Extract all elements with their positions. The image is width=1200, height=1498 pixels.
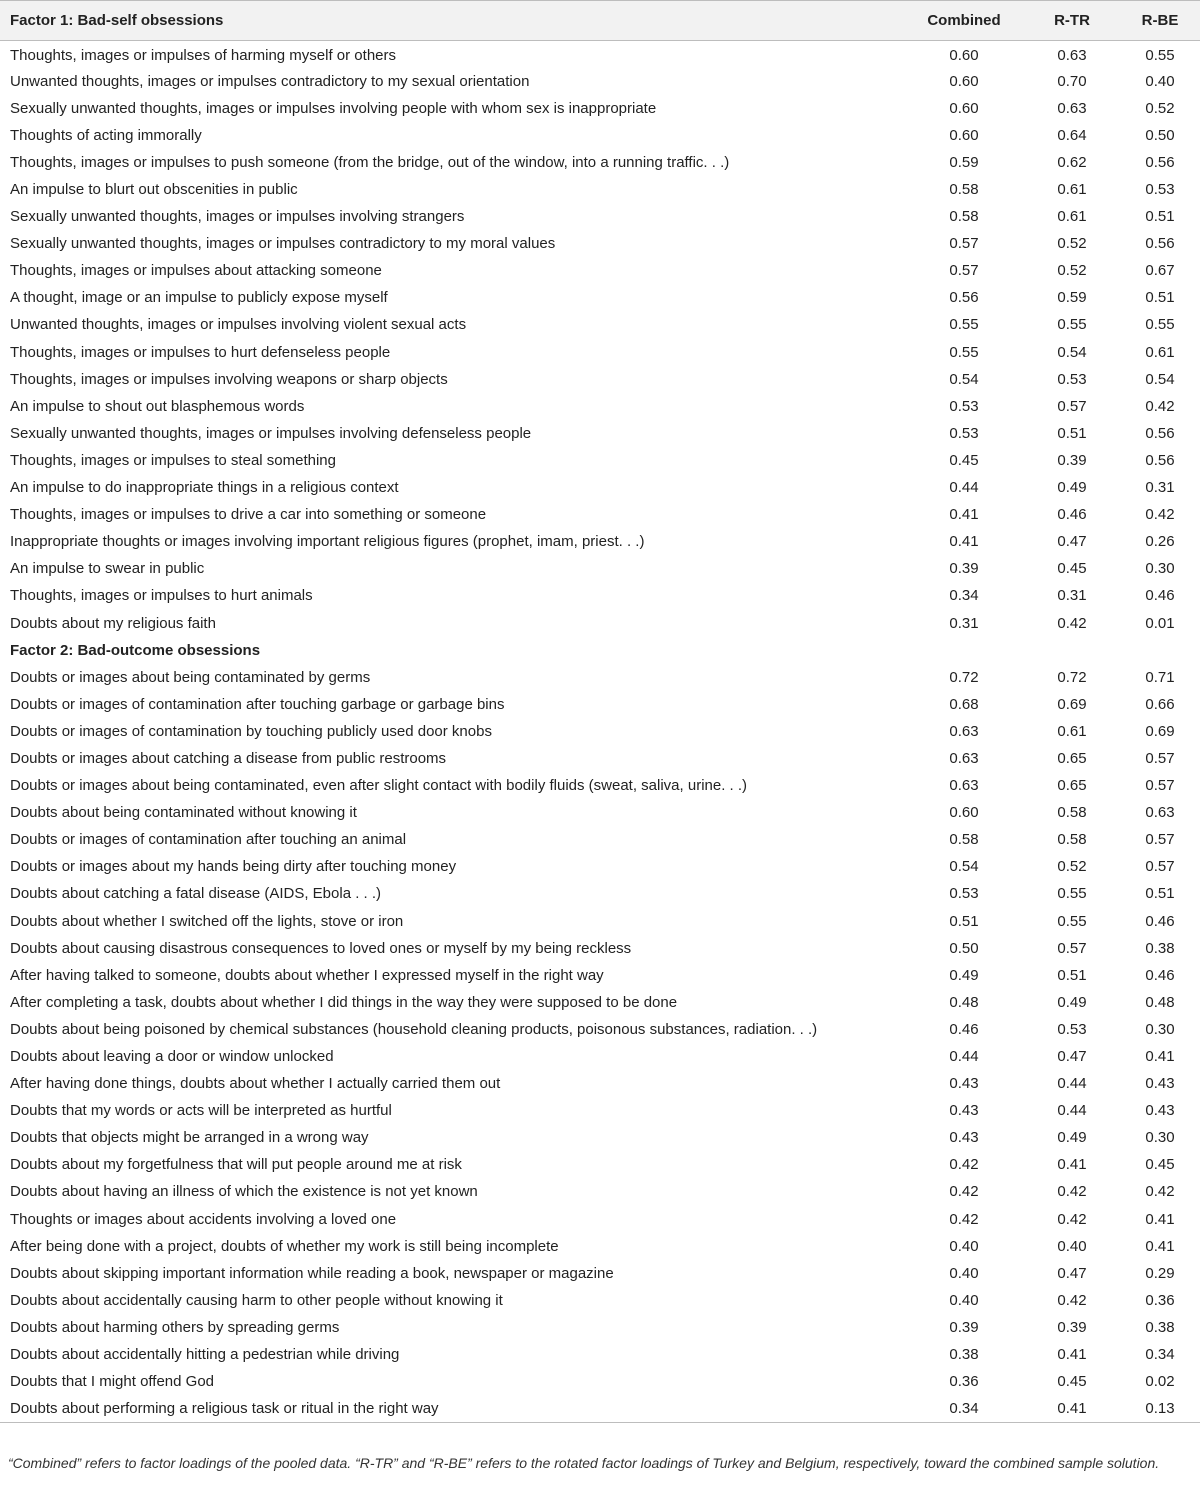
combined-value: 0.57 <box>949 235 979 253</box>
rtr-value: 0.53 <box>1057 370 1087 388</box>
rtr-value: 0.41 <box>1057 1346 1087 1364</box>
item-cell: Doubts or images about being contaminated by germs <box>10 668 371 686</box>
rbe-value: 0.54 <box>1145 370 1175 388</box>
rbe-value: 0.41 <box>1145 1210 1175 1228</box>
table-row <box>0 664 1200 691</box>
combined-value: 0.58 <box>949 831 979 849</box>
item-cell: Doubts or images of contamination by touching publicly used door knobs <box>10 722 492 740</box>
item-cell: Thoughts of acting immorally <box>10 126 202 144</box>
item-cell: Doubts about accidentally causing harm to other people without knowing it <box>10 1291 503 1309</box>
combined-value: 0.34 <box>949 1399 979 1417</box>
combined-value: 0.45 <box>949 451 979 469</box>
table-row <box>0 257 1200 284</box>
rbe-value: 0.30 <box>1145 1020 1175 1038</box>
table-row <box>0 1070 1200 1097</box>
combined-value: 0.48 <box>949 993 979 1011</box>
rbe-value: 0.52 <box>1145 99 1175 117</box>
rbe-value: 0.69 <box>1145 722 1175 740</box>
rbe-value: 0.57 <box>1145 858 1175 876</box>
rtr-value: 0.42 <box>1057 1291 1087 1309</box>
rbe-value: 0.02 <box>1145 1373 1175 1391</box>
rtr-value: 0.55 <box>1057 912 1087 930</box>
table-row <box>0 203 1200 230</box>
table-row <box>0 176 1200 203</box>
table-row <box>0 935 1200 962</box>
combined-value: 0.54 <box>949 858 979 876</box>
rtr-value: 0.59 <box>1057 289 1087 307</box>
rbe-value: 0.29 <box>1145 1264 1175 1282</box>
item-cell: An impulse to do inappropriate things in a religious context <box>10 479 399 497</box>
table-row <box>0 1151 1200 1178</box>
item-cell: Thoughts or images about accidents involving a loved one <box>10 1210 397 1228</box>
rbe-value: 0.48 <box>1145 993 1175 1011</box>
rbe-value: 0.41 <box>1145 1237 1175 1255</box>
rtr-value: 0.65 <box>1057 749 1087 767</box>
table-row <box>0 691 1200 718</box>
combined-value: 0.63 <box>949 777 979 795</box>
table-row <box>0 284 1200 311</box>
rtr-value: 0.65 <box>1057 777 1087 795</box>
combined-value: 0.39 <box>949 1318 979 1336</box>
item-cell: An impulse to shout out blasphemous words <box>10 397 305 415</box>
table-row <box>0 1178 1200 1205</box>
table-row <box>0 339 1200 366</box>
item-cell: Thoughts, images or impulses of harming myself or others <box>10 46 396 64</box>
rtr-value: 0.52 <box>1057 858 1087 876</box>
table-row <box>0 853 1200 880</box>
table-row <box>0 826 1200 853</box>
table-row <box>0 230 1200 257</box>
combined-value: 0.46 <box>949 1020 979 1038</box>
table-row <box>0 1260 1200 1287</box>
rbe-value: 0.26 <box>1145 533 1175 551</box>
combined-value: 0.38 <box>949 1346 979 1364</box>
rbe-value: 0.63 <box>1145 804 1175 822</box>
table-row <box>0 609 1200 636</box>
rtr-value: 0.55 <box>1057 885 1087 903</box>
table-row <box>0 745 1200 772</box>
rtr-value: 0.52 <box>1057 262 1087 280</box>
rtr-value: 0.42 <box>1057 1210 1087 1228</box>
rtr-value: 0.70 <box>1057 72 1087 90</box>
rbe-value: 0.57 <box>1145 749 1175 767</box>
table-row <box>0 474 1200 501</box>
rtr-value: 0.31 <box>1057 587 1087 605</box>
combined-value: 0.57 <box>949 262 979 280</box>
combined-value: 0.34 <box>949 587 979 605</box>
rtr-value: 0.51 <box>1057 966 1087 984</box>
rbe-value: 0.42 <box>1145 1183 1175 1201</box>
rbe-value: 0.51 <box>1145 885 1175 903</box>
rtr-value: 0.52 <box>1057 235 1087 253</box>
combined-value: 0.49 <box>949 966 979 984</box>
combined-value: 0.44 <box>949 1048 979 1066</box>
table-row <box>0 880 1200 907</box>
rbe-value: 0.61 <box>1145 343 1175 361</box>
item-cell: An impulse to swear in public <box>10 560 205 578</box>
combined-value: 0.58 <box>949 181 979 199</box>
combined-value: 0.43 <box>949 1129 979 1147</box>
rtr-value: 0.69 <box>1057 695 1087 713</box>
table-row <box>0 95 1200 122</box>
rbe-value: 0.55 <box>1145 316 1175 334</box>
item-cell: Doubts about whether I switched off the lights, stove or iron <box>10 912 404 930</box>
rtr-value: 0.61 <box>1057 208 1087 226</box>
rtr-value: 0.51 <box>1057 424 1087 442</box>
combined-value: 0.40 <box>949 1237 979 1255</box>
item-cell: Inappropriate thoughts or images involving important religious figures (prophet, imam, priest. . .) <box>10 533 645 551</box>
item-cell: Doubts about leaving a door or window unlocked <box>10 1048 334 1066</box>
combined-value: 0.60 <box>949 99 979 117</box>
combined-value: 0.56 <box>949 289 979 307</box>
rtr-value: 0.49 <box>1057 1129 1087 1147</box>
item-cell: After having done things, doubts about whether I actually carried them out <box>10 1075 501 1093</box>
item-cell: Sexually unwanted thoughts, images or impulses involving defenseless people <box>10 424 532 442</box>
item-cell: Doubts or images about being contaminated, even after slight contact with bodily fluids (sweat, saliva, urine. . .) <box>10 777 748 795</box>
rbe-value: 0.38 <box>1145 939 1175 957</box>
table-row <box>0 555 1200 582</box>
factor2-title-row <box>0 637 1200 664</box>
table-body <box>0 41 1200 1423</box>
rtr-value: 0.62 <box>1057 153 1087 171</box>
table-row <box>0 1314 1200 1341</box>
table-footnote: “Combined” refers to factor loadings of the pooled data. “R-TR” and “R-BE” refers to the rotated factor loadings of Turkey and Belgium, respectively, toward the combined sample solution. <box>8 1455 1160 1471</box>
combined-value: 0.36 <box>949 1373 979 1391</box>
item-cell: Doubts about harming others by spreading germs <box>10 1318 340 1336</box>
item-cell: Doubts about catching a fatal disease (AIDS, Ebola . . .) <box>10 885 382 903</box>
combined-value: 0.43 <box>949 1102 979 1120</box>
item-cell: Doubts about causing disastrous consequences to loved ones or myself by my being reckless <box>10 939 632 957</box>
rtr-value: 0.63 <box>1057 46 1087 64</box>
combined-value: 0.60 <box>949 126 979 144</box>
rbe-value: 0.46 <box>1145 587 1175 605</box>
combined-value: 0.40 <box>949 1291 979 1309</box>
item-cell: Thoughts, images or impulses about attacking someone <box>10 262 382 280</box>
rbe-value: 0.46 <box>1145 912 1175 930</box>
item-cell: Doubts about being poisoned by chemical substances (household cleaning products, poisonous substances, radiation. . .) <box>10 1020 818 1038</box>
table-row <box>0 1043 1200 1070</box>
table-header <box>0 1 1200 41</box>
rbe-value: 0.56 <box>1145 424 1175 442</box>
rbe-value: 0.56 <box>1145 451 1175 469</box>
combined-value: 0.44 <box>949 479 979 497</box>
rtr-value: 0.61 <box>1057 181 1087 199</box>
item-cell: Doubts that objects might be arranged in a wrong way <box>10 1129 369 1147</box>
rbe-value: 0.01 <box>1145 614 1175 632</box>
table-row <box>0 420 1200 447</box>
item-cell: After being done with a project, doubts of whether my work is still being incomplete <box>10 1237 559 1255</box>
rtr-value: 0.49 <box>1057 479 1087 497</box>
table-row <box>0 582 1200 609</box>
rbe-value: 0.71 <box>1145 668 1175 686</box>
rtr-value: 0.61 <box>1057 722 1087 740</box>
rtr-value: 0.58 <box>1057 831 1087 849</box>
rtr-value: 0.44 <box>1057 1075 1087 1093</box>
rtr-value: 0.46 <box>1057 506 1087 524</box>
rtr-value: 0.39 <box>1057 451 1087 469</box>
header-factor1: Factor 1: Bad-self obsessions <box>10 12 224 29</box>
rtr-value: 0.54 <box>1057 343 1087 361</box>
item-cell: After having talked to someone, doubts about whether I expressed myself in the right way <box>10 966 604 984</box>
table-row <box>0 1341 1200 1368</box>
item-cell: Doubts that my words or acts will be interpreted as hurtful <box>10 1102 392 1120</box>
item-cell: Sexually unwanted thoughts, images or impulses contradictory to my moral values <box>10 235 556 253</box>
rbe-value: 0.43 <box>1145 1102 1175 1120</box>
item-cell: Doubts about performing a religious task or ritual in the right way <box>10 1399 439 1417</box>
rtr-value: 0.45 <box>1057 1373 1087 1391</box>
rtr-value: 0.47 <box>1057 533 1087 551</box>
rtr-value: 0.39 <box>1057 1318 1087 1336</box>
item-cell: Doubts about accidentally hitting a pedestrian while driving <box>10 1346 400 1364</box>
item-cell: Doubts about having an illness of which the existence is not yet known <box>10 1183 478 1201</box>
table-row <box>0 122 1200 149</box>
item-cell: Doubts or images of contamination after touching an animal <box>10 831 407 849</box>
combined-value: 0.63 <box>949 749 979 767</box>
item-cell: Sexually unwanted thoughts, images or impulses involving people with whom sex is inappropriate <box>10 99 657 117</box>
combined-value: 0.60 <box>949 72 979 90</box>
table-row <box>0 68 1200 95</box>
item-cell: After completing a task, doubts about whether I did things in the way they were supposed to be done <box>10 993 678 1011</box>
item-cell: Doubts that I might offend God <box>10 1373 215 1391</box>
rbe-value: 0.51 <box>1145 289 1175 307</box>
rbe-value: 0.40 <box>1145 72 1175 90</box>
item-cell: Doubts or images of contamination after touching garbage or garbage bins <box>10 695 505 713</box>
combined-value: 0.40 <box>949 1264 979 1282</box>
table-row <box>0 501 1200 528</box>
rbe-value: 0.42 <box>1145 397 1175 415</box>
rtr-value: 0.53 <box>1057 1020 1087 1038</box>
combined-value: 0.59 <box>949 153 979 171</box>
rtr-value: 0.63 <box>1057 99 1087 117</box>
item-cell: An impulse to blurt out obscenities in public <box>10 181 298 199</box>
rbe-value: 0.13 <box>1145 1399 1175 1417</box>
table-row <box>0 1368 1200 1395</box>
table-row <box>0 528 1200 555</box>
item-cell: Thoughts, images or impulses to steal something <box>10 451 336 469</box>
item-cell: Thoughts, images or impulses to push someone (from the bridge, out of the window, into a running traffic. . .) <box>10 153 730 171</box>
combined-value: 0.58 <box>949 208 979 226</box>
item-cell: Unwanted thoughts, images or impulses contradictory to my sexual orientation <box>10 72 530 90</box>
rtr-value: 0.49 <box>1057 993 1087 1011</box>
table-row <box>0 1287 1200 1314</box>
rtr-value: 0.44 <box>1057 1102 1087 1120</box>
rbe-value: 0.34 <box>1145 1346 1175 1364</box>
rbe-value: 0.31 <box>1145 479 1175 497</box>
rtr-value: 0.42 <box>1057 614 1087 632</box>
table-row <box>0 1206 1200 1233</box>
combined-value: 0.42 <box>949 1210 979 1228</box>
combined-value: 0.60 <box>949 46 979 64</box>
item-cell: Thoughts, images or impulses to hurt defenseless people <box>10 343 391 361</box>
table-row <box>0 1016 1200 1043</box>
table-row <box>0 1395 1200 1422</box>
rbe-value: 0.57 <box>1145 777 1175 795</box>
rbe-value: 0.67 <box>1145 262 1175 280</box>
combined-value: 0.53 <box>949 424 979 442</box>
header-rtr: R-TR <box>1054 12 1090 29</box>
combined-value: 0.60 <box>949 804 979 822</box>
rbe-value: 0.46 <box>1145 966 1175 984</box>
factor2-title: Factor 2: Bad-outcome obsessions <box>10 641 261 659</box>
table-row <box>0 41 1200 68</box>
rbe-value: 0.30 <box>1145 1129 1175 1147</box>
item-cell: Doubts about skipping important information while reading a book, newspaper or magazine <box>10 1264 614 1282</box>
rtr-value: 0.57 <box>1057 397 1087 415</box>
rtr-value: 0.42 <box>1057 1183 1087 1201</box>
rbe-value: 0.66 <box>1145 695 1175 713</box>
combined-value: 0.54 <box>949 370 979 388</box>
rtr-value: 0.72 <box>1057 668 1087 686</box>
rtr-value: 0.58 <box>1057 804 1087 822</box>
rtr-value: 0.40 <box>1057 1237 1087 1255</box>
combined-value: 0.51 <box>949 912 979 930</box>
combined-value: 0.53 <box>949 885 979 903</box>
combined-value: 0.39 <box>949 560 979 578</box>
item-cell: A thought, image or an impulse to publicly expose myself <box>10 289 388 307</box>
rtr-value: 0.47 <box>1057 1264 1087 1282</box>
rbe-value: 0.45 <box>1145 1156 1175 1174</box>
rtr-value: 0.41 <box>1057 1399 1087 1417</box>
combined-value: 0.41 <box>949 533 979 551</box>
rbe-value: 0.56 <box>1145 153 1175 171</box>
rtr-value: 0.64 <box>1057 126 1087 144</box>
rtr-value: 0.55 <box>1057 316 1087 334</box>
table-row <box>0 1124 1200 1151</box>
combined-value: 0.55 <box>949 316 979 334</box>
rbe-value: 0.57 <box>1145 831 1175 849</box>
rbe-value: 0.38 <box>1145 1318 1175 1336</box>
table-row <box>0 772 1200 799</box>
combined-value: 0.42 <box>949 1156 979 1174</box>
combined-value: 0.50 <box>949 939 979 957</box>
table-row <box>0 718 1200 745</box>
item-cell: Doubts about being contaminated without knowing it <box>10 804 357 822</box>
item-cell: Doubts or images about my hands being dirty after touching money <box>10 858 457 876</box>
combined-value: 0.53 <box>949 397 979 415</box>
combined-value: 0.68 <box>949 695 979 713</box>
table-row <box>0 799 1200 826</box>
header-row <box>0 1 1200 41</box>
rtr-value: 0.45 <box>1057 560 1087 578</box>
rbe-value: 0.56 <box>1145 235 1175 253</box>
rtr-value: 0.57 <box>1057 939 1087 957</box>
rtr-value: 0.41 <box>1057 1156 1087 1174</box>
combined-value: 0.55 <box>949 343 979 361</box>
item-cell: Doubts about my religious faith <box>10 614 216 632</box>
header-combined: Combined <box>927 12 1001 29</box>
item-cell: Thoughts, images or impulses to hurt animals <box>10 587 313 605</box>
table-row <box>0 393 1200 420</box>
table-row <box>0 447 1200 474</box>
rbe-value: 0.50 <box>1145 126 1175 144</box>
table-row <box>0 908 1200 935</box>
combined-value: 0.41 <box>949 506 979 524</box>
header-rbe: R-BE <box>1141 12 1179 29</box>
rbe-value: 0.36 <box>1145 1291 1175 1309</box>
combined-value: 0.42 <box>949 1183 979 1201</box>
rbe-value: 0.51 <box>1145 208 1175 226</box>
rbe-value: 0.55 <box>1145 46 1175 64</box>
rbe-value: 0.30 <box>1145 560 1175 578</box>
rbe-value: 0.41 <box>1145 1048 1175 1066</box>
rbe-value: 0.42 <box>1145 506 1175 524</box>
combined-value: 0.43 <box>949 1075 979 1093</box>
item-cell: Sexually unwanted thoughts, images or impulses involving strangers <box>10 208 465 226</box>
combined-value: 0.72 <box>949 668 979 686</box>
item-cell: Doubts or images about catching a disease from public restrooms <box>10 749 447 767</box>
rbe-value: 0.43 <box>1145 1075 1175 1093</box>
table-row <box>0 989 1200 1016</box>
rtr-value: 0.47 <box>1057 1048 1087 1066</box>
table-row <box>0 366 1200 393</box>
table-row <box>0 311 1200 338</box>
table-row <box>0 1097 1200 1124</box>
item-cell: Thoughts, images or impulses involving weapons or sharp objects <box>10 370 448 388</box>
table-row <box>0 962 1200 989</box>
combined-value: 0.63 <box>949 722 979 740</box>
combined-value: 0.31 <box>949 614 979 632</box>
table-row <box>0 149 1200 176</box>
table-row <box>0 1233 1200 1260</box>
rbe-value: 0.53 <box>1145 181 1175 199</box>
item-cell: Doubts about my forgetfulness that will put people around me at risk <box>10 1156 462 1174</box>
item-cell: Unwanted thoughts, images or impulses involving violent sexual acts <box>10 316 467 334</box>
item-cell: Thoughts, images or impulses to drive a car into something or someone <box>10 506 487 524</box>
